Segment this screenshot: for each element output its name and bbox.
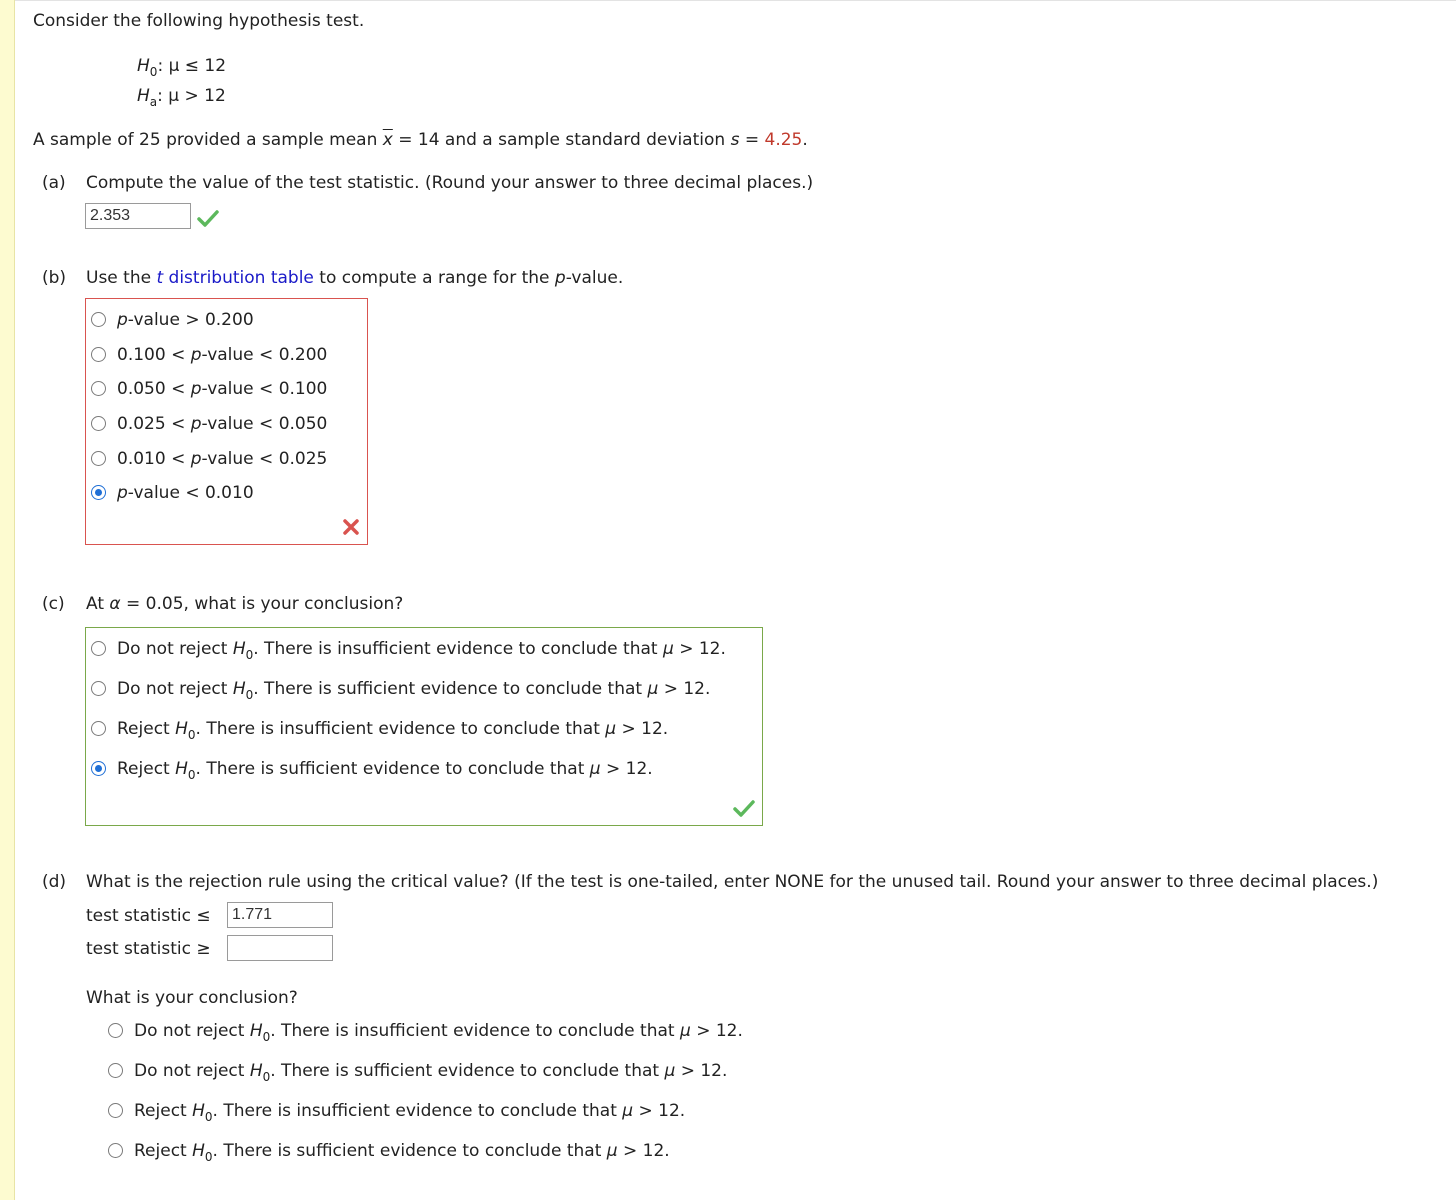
left-margin-bar	[0, 0, 15, 1200]
part-c-conclusion-radio[interactable]	[91, 641, 106, 656]
green-checkmark-icon	[733, 799, 755, 817]
part-c-conclusion-option[interactable]: Do not reject $H_0$. There is insufficient evidence to conclude that μ > 12.	[117, 639, 726, 662]
p-value-range-option[interactable]: p-value < 0.010	[117, 483, 254, 503]
p-value-range-radio[interactable]	[91, 416, 106, 431]
part-d-conclusion-option[interactable]: Do not reject $H_0$. There is sufficient evidence to conclude that μ > 12.	[134, 1061, 728, 1084]
p-value-range-radio[interactable]	[91, 381, 106, 396]
part-c-conclusion-radio[interactable]	[91, 721, 106, 736]
part-c-conclusion-option[interactable]: Reject $H_0$. There is sufficient evidence to conclude that μ > 12.	[117, 759, 653, 782]
part-d-conclusion-radio[interactable]	[108, 1103, 123, 1118]
std-dev-value: 4.25	[764, 130, 803, 150]
test-statistic-input[interactable]: 2.353	[85, 203, 191, 229]
part-b-label: (b)	[42, 268, 67, 288]
green-checkmark-icon	[197, 209, 219, 227]
part-d-conclusion-option[interactable]: Do not reject $H_0$. There is insufficient evidence to conclude that μ > 12.	[134, 1021, 743, 1044]
part-a-label: (a)	[42, 173, 66, 193]
part-c-question: At α = 0.05, what is your conclusion?	[86, 594, 404, 614]
part-c-label: (c)	[42, 594, 65, 614]
sample-description: A sample of 25 provided a sample mean $\overline{x} = 14$ and a sample standard deviation s = 4.25.	[33, 130, 808, 150]
t-distribution-table-link[interactable]: t distribution table	[156, 268, 314, 288]
p-value-range-radio[interactable]	[91, 312, 106, 327]
p-value-range-option[interactable]: 0.050 < p-value < 0.100	[117, 379, 328, 399]
part-d-conclusion-option[interactable]: Reject $H_0$. There is insufficient evidence to conclude that μ > 12.	[134, 1101, 686, 1124]
p-value-range-option[interactable]: 0.100 < p-value < 0.200	[117, 345, 328, 365]
p-value-range-radio[interactable]	[91, 485, 106, 500]
p-value-range-radio[interactable]	[91, 347, 106, 362]
part-d-conclusion-question: What is your conclusion?	[86, 988, 298, 1008]
rejection-rule-lower-label: test statistic ≤	[86, 906, 211, 926]
part-d-conclusion-radio[interactable]	[108, 1023, 123, 1038]
part-d-conclusion-radio[interactable]	[108, 1143, 123, 1158]
part-c-conclusion-option[interactable]: Do not reject $H_0$. There is sufficient evidence to conclude that μ > 12.	[117, 679, 711, 702]
top-divider	[15, 0, 1456, 1]
critical-value-upper-input[interactable]	[227, 935, 333, 961]
part-c-conclusion-radio[interactable]	[91, 681, 106, 696]
xbar-symbol: $\overline{x}$	[382, 130, 393, 150]
part-d-conclusion-option[interactable]: Reject $H_0$. There is sufficient evidence to conclude that μ > 12.	[134, 1141, 670, 1164]
critical-value-lower-input[interactable]: 1.771	[227, 902, 333, 928]
part-a-question: Compute the value of the test statistic. (Round your answer to three decimal places.)	[86, 173, 814, 193]
red-x-icon	[342, 518, 360, 536]
part-d-label: (d)	[42, 872, 67, 892]
p-value-range-option[interactable]: p-value > 0.200	[117, 310, 254, 330]
intro-text: Consider the following hypothesis test.	[33, 11, 365, 31]
null-hypothesis: $H_0$: μ ≤ 12	[137, 56, 227, 79]
rejection-rule-upper-label: test statistic ≥	[86, 939, 211, 959]
p-value-range-option[interactable]: 0.010 < p-value < 0.025	[117, 449, 328, 469]
part-d-question: What is the rejection rule using the critical value? (If the test is one-tailed, enter NONE for the unused tail. Round your answer to three decimal places.)	[86, 872, 1379, 892]
alternative-hypothesis: $H_a$: μ > 12	[137, 86, 226, 109]
p-value-range-radio[interactable]	[91, 451, 106, 466]
part-d-conclusion-radio[interactable]	[108, 1063, 123, 1078]
part-c-conclusion-option[interactable]: Reject $H_0$. There is insufficient evidence to conclude that μ > 12.	[117, 719, 669, 742]
p-value-range-option[interactable]: 0.025 < p-value < 0.050	[117, 414, 328, 434]
part-b-question: Use the t distribution table to compute a range for the p-value.	[86, 268, 624, 288]
part-c-conclusion-radio[interactable]	[91, 761, 106, 776]
